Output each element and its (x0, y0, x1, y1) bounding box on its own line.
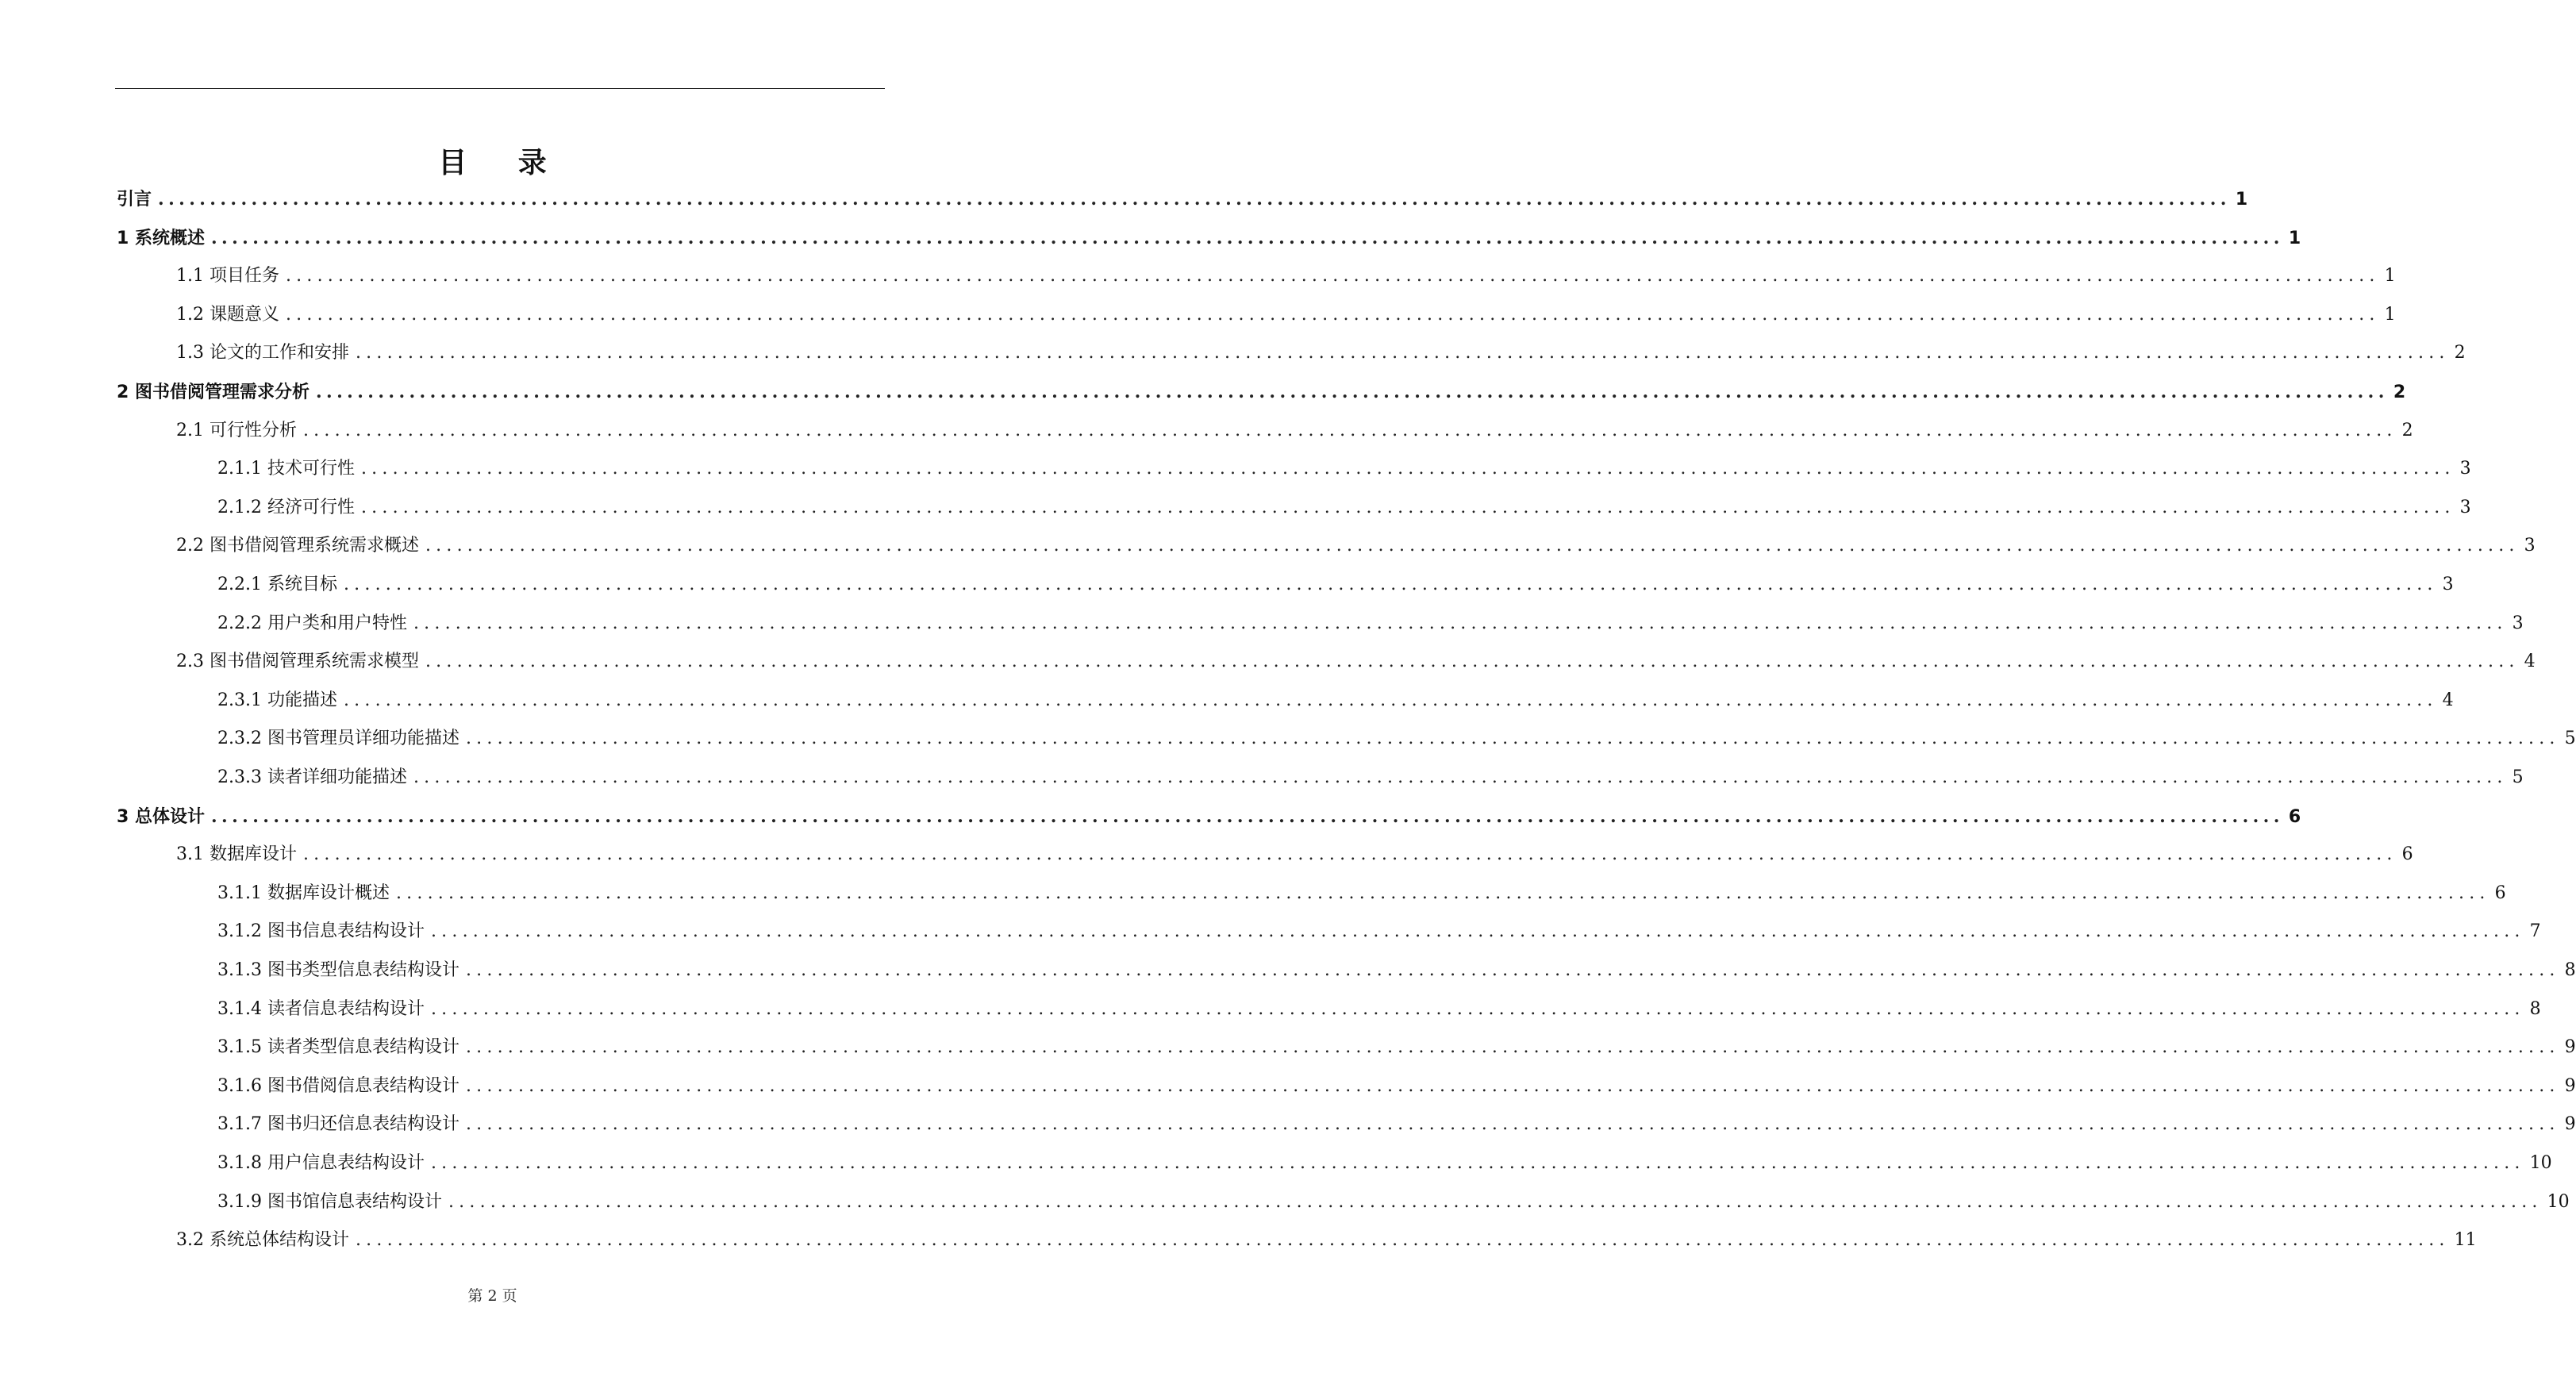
toc-entry-page: 5 (2512, 767, 2524, 787)
toc-entry-page: 6 (2401, 844, 2413, 864)
toc-entry-page: 4 (2442, 690, 2454, 710)
toc-entry-page: 2 (2401, 421, 2413, 440)
toc-entry-label: 2.3.1 功能描述 (217, 690, 337, 710)
toc-entry[interactable] (176, 340, 2466, 367)
toc-entry[interactable] (176, 841, 2413, 868)
toc-entry-page: 2 (2393, 383, 2406, 402)
toc-entry-page: 9 (2564, 1037, 2576, 1057)
toc-entry-page: 6 (2288, 807, 2301, 827)
toc-entry-label: 3.1.6 图书借阅信息表结构设计 (217, 1076, 459, 1096)
toc-entry[interactable] (117, 379, 2406, 406)
toc-entry-label: 3.1.8 用户信息表结构设计 (217, 1153, 425, 1173)
page-number-footer: 第 2 页 (467, 1287, 517, 1305)
toc-entry[interactable] (176, 417, 2413, 444)
toc-dot-leader: ........................................................................................................................................................................................................ (285, 305, 2380, 325)
toc-dot-leader: ........................................................................................................................................................................................................ (315, 382, 2389, 402)
toc-entry-label: 3.2 系统总体结构设计 (176, 1230, 349, 1250)
toc-dot-leader: ........................................................................................................................................................................................................ (430, 999, 2525, 1019)
toc-entry-page: 1 (2235, 190, 2248, 210)
toc-entry-page: 7 (2529, 921, 2541, 941)
toc-entry-label: 引言 (117, 190, 152, 210)
toc-entry[interactable] (217, 1111, 2576, 1138)
toc-entry[interactable] (217, 764, 2524, 791)
toc-entry-label: 3.1 数据库设计 (176, 844, 297, 864)
toc-entry-page: 3 (2459, 459, 2471, 479)
toc-entry[interactable] (217, 1189, 2570, 1216)
toc-entry-label: 3.1.7 图书归还信息表结构设计 (217, 1114, 459, 1134)
toc-entry-label: 2.2.2 用户类和用户特性 (217, 613, 407, 633)
toc-dot-leader: ........................................................................................................................................................................................................ (210, 228, 2284, 248)
toc-entry-label: 2.2.1 系统目标 (217, 575, 337, 594)
toc-entry-page: 4 (2524, 652, 2536, 671)
toc-entry[interactable] (217, 918, 2541, 945)
toc-entry-label: 3.1.1 数据库设计概述 (217, 883, 390, 903)
toc-dot-leader: ........................................................................................................................................................................................................ (302, 844, 2397, 864)
toc-entry-label: 3.1.9 图书馆信息表结构设计 (217, 1192, 442, 1212)
toc-entry-page: 1 (2288, 229, 2301, 248)
toc-dot-leader: ........................................................................................................................................................................................................ (360, 498, 2455, 517)
toc-dot-leader: ........................................................................................................................................................................................................ (355, 1230, 2450, 1250)
toc-entry-page: 3 (2459, 498, 2471, 517)
toc-entry[interactable] (176, 533, 2536, 559)
toc-entry-label: 1 系统概述 (117, 229, 205, 248)
toc-entry-page: 3 (2442, 575, 2454, 594)
toc-entry[interactable] (117, 803, 2301, 830)
toc-entry-label: 2.1 可行性分析 (176, 421, 297, 440)
toc-entry-label: 1.1 项目任务 (176, 266, 279, 286)
toc-entry-label: 2.3.3 读者详细功能描述 (217, 767, 407, 787)
toc-dot-leader: ........................................................................................................................................................................................................ (355, 343, 2450, 363)
toc-entry[interactable] (217, 725, 2576, 752)
toc-dot-leader: ........................................................................................................................................................................................................ (395, 883, 2490, 903)
toc-entry-page: 3 (2524, 536, 2536, 556)
toc-dot-leader: ........................................................................................................................................................................................................ (465, 729, 2560, 748)
toc-dot-leader: ........................................................................................................................................................................................................ (343, 575, 2438, 594)
toc-entry[interactable] (217, 687, 2454, 714)
toc-entry[interactable] (217, 456, 2471, 483)
toc-entry[interactable] (217, 996, 2541, 1023)
toc-entry-page: 3 (2512, 613, 2524, 633)
toc-entry-page: 9 (2564, 1076, 2576, 1096)
toc-entry[interactable] (117, 186, 2248, 213)
toc-dot-leader: ........................................................................................................................................................................................................ (465, 1114, 2560, 1134)
toc-entry-label: 2.3.2 图书管理员详细功能描述 (217, 729, 459, 748)
toc-entry-page: 5 (2564, 729, 2576, 748)
toc-entry[interactable] (217, 1073, 2576, 1100)
toc-entry-page: 11 (2454, 1230, 2477, 1250)
toc-entry-label: 3 总体设计 (117, 807, 205, 827)
toc-entry-page: 9 (2564, 1114, 2576, 1134)
toc-entry[interactable] (176, 1227, 2477, 1254)
toc-dot-leader: ........................................................................................................................................................................................................ (210, 806, 2284, 827)
toc-entry-page: 8 (2564, 960, 2576, 980)
toc-entry-page: 8 (2529, 999, 2541, 1019)
toc-entry-label: 1.2 课题意义 (176, 305, 279, 325)
toc-entry-page: 1 (2384, 305, 2396, 325)
toc-dot-leader: ........................................................................................................................................................................................................ (448, 1192, 2543, 1212)
toc-entry-page: 10 (2547, 1192, 2570, 1212)
toc-dot-leader: ........................................................................................................................................................................................................ (465, 960, 2560, 980)
toc-entry-page: 2 (2454, 343, 2466, 363)
toc-entry-label: 2.1.2 经济可行性 (217, 498, 355, 517)
toc-dot-leader: ........................................................................................................................................................................................................ (158, 189, 2231, 210)
toc-dot-leader: ........................................................................................................................................................................................................ (285, 266, 2380, 286)
toc-entry[interactable] (217, 571, 2454, 598)
toc-entry-label: 2 图书借阅管理需求分析 (117, 383, 310, 402)
toc-entry-label: 3.1.3 图书类型信息表结构设计 (217, 960, 459, 980)
toc-entry-page: 6 (2494, 883, 2506, 903)
toc-dot-leader: ........................................................................................................................................................................................................ (465, 1037, 2560, 1057)
toc-entry-label: 2.1.1 技术可行性 (217, 459, 355, 479)
toc-entry-label: 3.1.5 读者类型信息表结构设计 (217, 1037, 459, 1057)
toc-entry-label: 3.1.4 读者信息表结构设计 (217, 999, 425, 1019)
toc-dot-leader: ........................................................................................................................................................................................................ (430, 921, 2525, 941)
toc-entry[interactable] (176, 263, 2396, 290)
toc-dot-leader: ........................................................................................................................................................................................................ (302, 421, 2397, 440)
toc-entry-label: 1.3 论文的工作和安排 (176, 343, 349, 363)
toc-entry[interactable] (217, 957, 2576, 984)
toc-entry[interactable] (217, 494, 2471, 521)
toc-entry-label: 2.2 图书借阅管理系统需求概述 (176, 536, 419, 556)
toc-entry[interactable] (117, 225, 2301, 252)
toc-entry-label: 2.3 图书借阅管理系统需求模型 (176, 652, 419, 671)
toc-entry[interactable] (176, 648, 2536, 675)
page-title: 目 录 (438, 147, 567, 180)
toc-dot-leader: ........................................................................................................................................................................................................ (430, 1153, 2525, 1173)
toc-entry[interactable] (176, 302, 2396, 329)
toc-dot-leader: ........................................................................................................................................................................................................ (413, 613, 2508, 633)
toc-entry-page: 10 (2529, 1153, 2552, 1173)
toc-entry-page: 1 (2384, 266, 2396, 286)
toc-entry[interactable] (217, 1150, 2552, 1177)
toc-entry[interactable] (217, 610, 2524, 637)
toc-dot-leader: ........................................................................................................................................................................................................ (360, 459, 2455, 479)
toc-dot-leader: ........................................................................................................................................................................................................ (425, 536, 2520, 556)
toc-entry[interactable] (217, 1034, 2576, 1061)
toc-dot-leader: ........................................................................................................................................................................................................ (343, 690, 2438, 710)
toc-entry[interactable] (217, 880, 2506, 907)
toc-dot-leader: ........................................................................................................................................................................................................ (465, 1076, 2560, 1096)
toc-dot-leader: ........................................................................................................................................................................................................ (413, 767, 2508, 787)
toc-dot-leader: ........................................................................................................................................................................................................ (425, 652, 2520, 671)
toc-entry-label: 3.1.2 图书信息表结构设计 (217, 921, 425, 941)
